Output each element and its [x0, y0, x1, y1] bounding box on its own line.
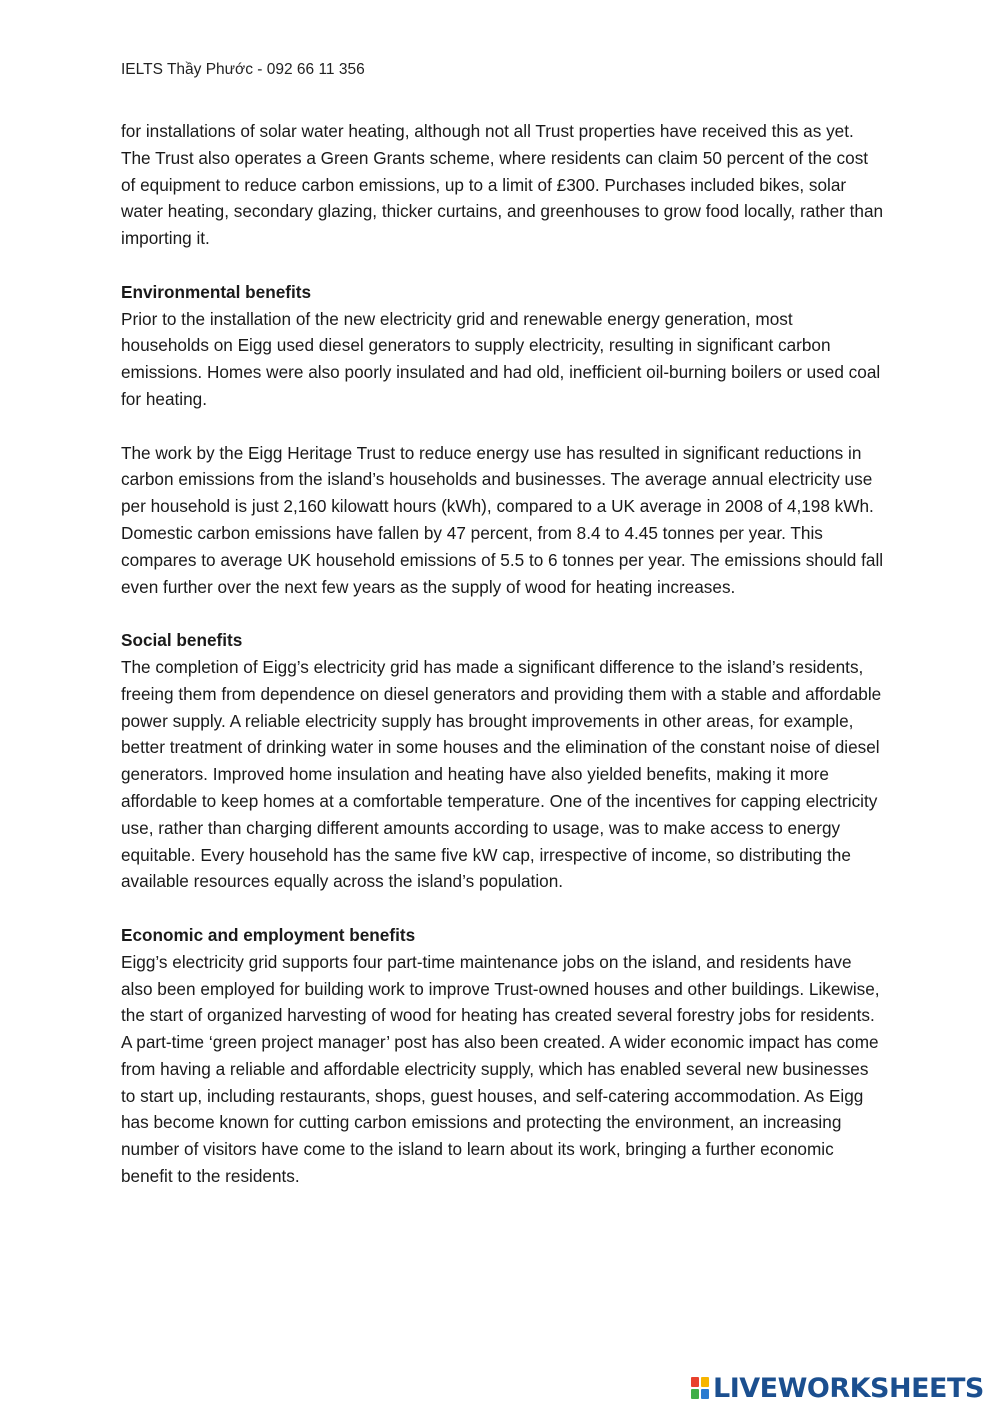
page-header: IELTS Thầy Phước - 092 66 11 356 — [121, 61, 365, 78]
section-heading-environmental: Environmental benefits — [121, 281, 312, 302]
intro-paragraph: for installations of solar water heating, although not all Trust properties have received this as yet. The Trust also operates a Green Grants scheme, where residents can claim 50 percent of the cost of equipment to reduce carbon emissions, up to a limit of £300. Purchases included bikes, solar water heating, secondary glazing, thicker curtains, and greenhouses to grow food locally, rather than importing it. — [121, 121, 884, 249]
article-body — [121, 118, 885, 1217]
section-paragraph: The completion of Eigg’s electricity grid has made a significant difference to the island’s residents, freeing them from dependence on diesel generators and providing them with a stable and affordable power supply. A reliable electricity supply has brought improvements in other areas, for example, better treatment of drinking water in some houses and the elimination of the constant noise of diesel generators. Improved home insulation and heating have also yielded benefits, making it more affordable to keep homes at a comfortable temperature. One of the incentives for capping electricity use, rather than charging different amounts according to usage, was to make access to energy equitable. Every household has the same five kW cap, irrespective of income, so distributing the available resources equally across the island’s population. — [121, 656, 882, 892]
section-heading-social: Social benefits — [121, 630, 243, 651]
section-paragraph: The work by the Eigg Heritage Trust to reduce energy use has resulted in significant reductions in carbon emissions from the island’s households and businesses. The average annual electricity use per household is just 2,160 kilowatt hours (kWh), compared to a UK average in 2008 of 4,198 kWh. Domestic carbon emissions have fallen by 47 percent, from 8.4 to 4.45 tonnes per year. This compares to average UK household emissions of 5.5 to 6 tonnes per year. The emissions should fall even further over the next few years as the supply of wood for heating increases. — [121, 442, 884, 597]
liveworksheets-logo[interactable] — [691, 1372, 984, 1404]
section-paragraph: Eigg’s electricity grid supports four part-time maintenance jobs on the island, and residents have also been employed for building work to improve Trust-owned houses and other buildings. Likewise, the start of organized harvesting of wood for heating has created several forestry jobs for residents. A part-time ‘green project manager’ post has also been created. A wider economic impact has come from having a reliable and affordable electricity supply, which has enabled several new businesses to start up, including restaurants, shops, guest houses, and self-catering accommodation. As Eigg has become known for cutting carbon emissions and protecting the environment, an increasing number of visitors have come to the island to learn about its work, bringing a further economic benefit to the residents. — [121, 951, 880, 1187]
section-heading-economic: Economic and employment benefits — [121, 924, 416, 945]
logo-text: LIVEWORKSHEETS — [713, 1372, 984, 1404]
logo-mark-icon — [691, 1377, 709, 1399]
logo-square-red — [691, 1377, 699, 1387]
logo-square-green — [691, 1389, 699, 1399]
logo-square-blue — [701, 1389, 709, 1399]
section-paragraph: Prior to the installation of the new electricity grid and renewable energy generation, most households on Eigg used diesel generators to supply electricity, resulting in significant carbon emissions. Homes were also poorly insulated and had old, inefficient oil-burning boilers or used coal for heating. — [121, 308, 881, 409]
logo-square-yellow — [701, 1377, 709, 1387]
